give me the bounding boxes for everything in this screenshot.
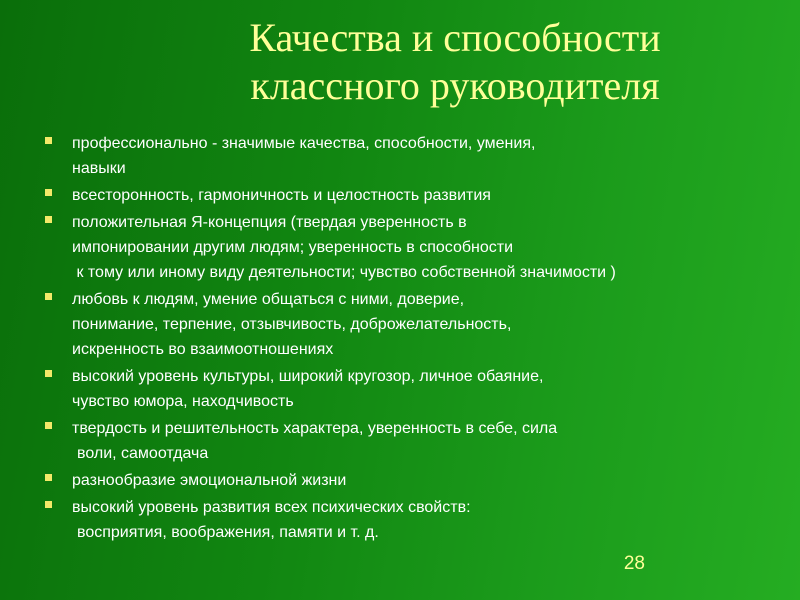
qualities-list <box>42 131 792 547</box>
list-item <box>42 364 792 414</box>
list-item <box>42 468 792 493</box>
square-bullet-icon <box>45 422 52 429</box>
list-item-text: высокий уровень культуры, широкий кругозор, личное обаяние, <box>72 368 544 385</box>
list-item <box>42 183 792 208</box>
list-item-text: профессионально - значимые качества, способности, умения, <box>72 135 536 152</box>
list-item-text: навыки <box>72 160 126 177</box>
list-item <box>42 495 792 545</box>
square-bullet-icon <box>45 474 52 481</box>
list-item <box>42 210 792 285</box>
slide-number: 28 <box>623 553 645 574</box>
list-item-text: импонировании другим людям; уверенность в способности <box>72 239 514 256</box>
list-item-text: разнообразие эмоциональной жизни <box>72 472 347 489</box>
list-item-text: высокий уровень развития всех психических свойств: <box>72 499 471 516</box>
list-item <box>42 287 792 362</box>
list-item-text: положительная Я-концепция (твердая уверенность в <box>72 214 467 231</box>
list-item-text: чувство юмора, находчивость <box>72 393 294 410</box>
title-line-1: Качества и способности <box>249 15 661 60</box>
list-item-text: всесторонность, гармоничность и целостность развития <box>72 187 491 204</box>
list-item-text: твердость и решительность характера, уверенность в себе, сила <box>72 420 558 437</box>
square-bullet-icon <box>45 501 52 508</box>
title-line-2: классного руководителя <box>250 63 660 108</box>
list-item-text: воли, самоотдача <box>77 445 209 462</box>
square-bullet-icon <box>45 293 52 300</box>
square-bullet-icon <box>45 370 52 377</box>
list-item-text: понимание, терпение, отзывчивость, доброжелательность, <box>72 316 512 333</box>
list-item <box>42 131 792 181</box>
list-item <box>42 416 792 466</box>
list-item-text: к тому или иному виду деятельности; чувство собственной значимости ) <box>72 264 616 281</box>
square-bullet-icon <box>45 189 52 196</box>
list-item-text: любовь к людям, умение общаться с ними, доверие, <box>72 291 465 308</box>
list-item-text: восприятия, воображения, памяти и т. д. <box>77 524 379 541</box>
list-item-text: искренность во взаимоотношениях <box>72 341 334 358</box>
slide-title <box>150 14 760 110</box>
square-bullet-icon <box>45 137 52 144</box>
square-bullet-icon <box>45 216 52 223</box>
